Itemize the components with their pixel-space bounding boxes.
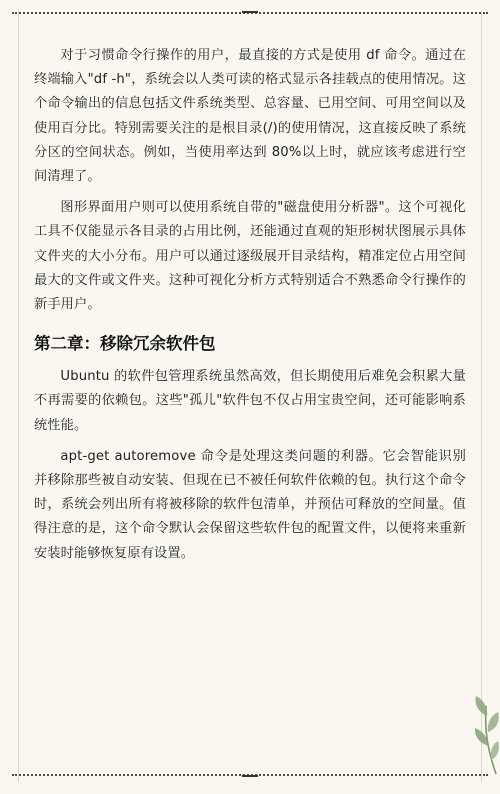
document-body [34,44,466,573]
paragraph-disk-analyzer: 图形界面用户则可以使用系统自带的"磁盘使用分析器"。这个可视化工具不仅能显示各目录的占用比例，还能通过直观的矩形树状图展示具体文件夹的大小分布。用户可以通过逐级展开目录结构，精准定位占用空间最大的文件或文件夹。这种可视化分析方式特别适合不熟悉命令行操作的新手用户。 [34,200,466,313]
paragraph-package-management: Ubuntu 的软件包管理系统虽然高效，但长期使用后难免会积累大量不再需要的依赖包。这些"孤儿"软件包不仅占用宝贵空间，还可能影响系统性能。 [34,369,466,433]
paragraph-df-command: 对于习惯命令行操作的用户，最直接的方式是使用 df 命令。通过在终端输入"df -h"，系统会以人类可读的格式显示各挂载点的使用情况。这个命令输出的信息包括文件系统类型、总容量、已用空间、可用空间以及使用百分比。特别需要关注的是根目录(/)的使用情况，这直接反映了系统分区的空间状态。例如，当使用率达到 80%以上时，就应该考虑进行空间清理了。 [34,48,466,185]
bottom-center-dash [242,775,258,777]
left-border-line [18,10,19,782]
chapter-heading: 第二章：移除冗余软件包 [34,334,216,354]
paragraph-autoremove: apt-get autoremove 命令是处理这类问题的利器。它会智能识别并移除那些被自动安装、但现在已不被任何软件依赖的包。执行这个命令时，系统会列出所有将被移除的软件包清单，并预估可释放的空间量。值得注意的是，这个命令默认会保留这些软件包的配置文件，以便将来重新安装时能够恢复原有设置。 [34,448,466,561]
top-center-dash [242,11,258,13]
right-border-line [481,10,482,782]
leaf-sprig-icon [460,686,500,776]
